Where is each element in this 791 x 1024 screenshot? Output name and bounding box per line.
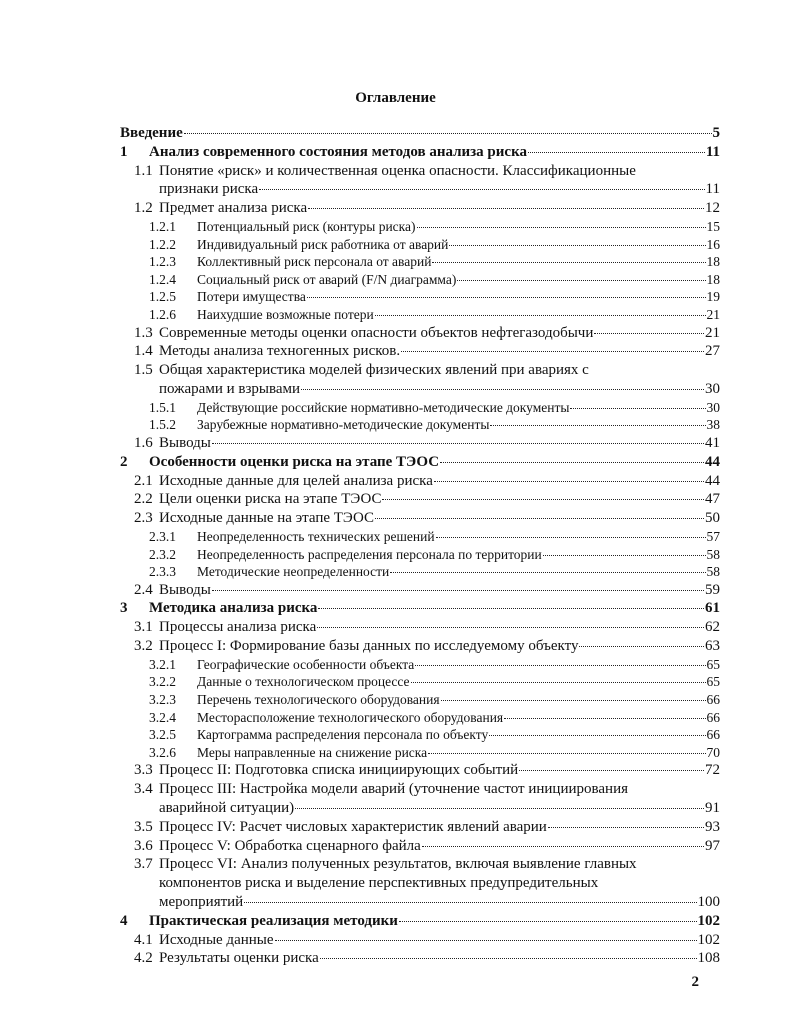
toc-entry-number: 3.2.3	[149, 692, 176, 708]
toc-entry[interactable]	[120, 837, 720, 856]
toc-entry-number: 1.2.1	[149, 218, 176, 234]
toc-entry-title: мероприятий	[159, 894, 244, 911]
toc-entry[interactable]	[120, 563, 720, 581]
toc-entry-page: 65	[706, 656, 720, 672]
dot-leader	[382, 499, 704, 500]
dot-leader	[295, 808, 704, 809]
toc-entry[interactable]	[120, 949, 720, 968]
toc-entry[interactable]	[120, 361, 720, 399]
toc-entry-number: 2	[120, 453, 128, 470]
toc-entry[interactable]	[120, 472, 720, 491]
toc-entry-title: Индивидуальный риск работника от аварий	[197, 236, 449, 252]
toc-entry-title: Практическая реализация методики	[149, 912, 398, 929]
toc-entry-page: 59	[705, 581, 720, 598]
dot-leader	[307, 297, 706, 298]
toc-entry-title: Неопределенность распределения персонала по территории	[197, 546, 542, 562]
toc-entry-title: Социальный риск от аварий (F/N диаграмма)	[197, 271, 457, 287]
dot-leader	[308, 208, 704, 209]
toc-entry-title: Методические неопределенности	[197, 564, 390, 580]
toc-entry-number: 2.3.2	[149, 546, 176, 562]
toc-entry-title: Выводы	[159, 434, 211, 451]
toc-entry-number: 1.2.3	[149, 254, 176, 270]
toc-entry-title: признаки риска	[159, 181, 259, 198]
toc-entry[interactable]	[120, 726, 720, 744]
toc-entry-title: аварийной ситуации)	[159, 800, 295, 817]
toc-entry-number: 1	[120, 143, 128, 160]
toc-entry[interactable]	[120, 618, 720, 637]
dot-leader	[579, 646, 704, 647]
dot-leader	[212, 443, 704, 444]
toc-entry-title: Предмет анализа риска	[159, 200, 308, 217]
dot-leader	[489, 735, 705, 736]
toc-entry-page: 57	[706, 528, 720, 544]
toc-entry-page: 30	[706, 399, 720, 415]
toc-entry[interactable]	[120, 399, 720, 417]
dot-leader	[301, 389, 704, 390]
dot-leader	[519, 770, 704, 771]
toc-entry[interactable]	[120, 199, 720, 218]
toc-entry-number: 1.2	[134, 200, 153, 217]
toc-entry[interactable]	[120, 931, 720, 950]
toc-entry-number: 3.2.4	[149, 709, 176, 725]
toc-entry-title: компонентов риска и выделение перспективных предупредительных	[159, 875, 599, 892]
dot-leader	[275, 940, 697, 941]
toc-entry-title: Исходные данные для целей анализа риска	[159, 472, 433, 489]
toc-entry-title: Общая характеристика моделей физических явлений при авариях с	[159, 362, 589, 379]
toc-entry-page: 11	[705, 143, 720, 160]
dot-leader	[318, 608, 704, 609]
dot-leader	[449, 245, 705, 246]
toc-entry-number: 3.2.6	[149, 744, 176, 760]
toc-entry-number: 3.7	[134, 856, 153, 873]
toc-entry[interactable]	[120, 818, 720, 837]
toc-entry-title: Процесс VI: Анализ полученных результатов, включая выявление главных	[159, 856, 637, 873]
toc-entry-page: 12	[705, 200, 720, 217]
toc-entry-number: 3.2.1	[149, 656, 176, 672]
dot-leader	[320, 958, 697, 959]
toc-entry[interactable]	[120, 528, 720, 546]
toc-entry[interactable]	[120, 253, 720, 271]
dot-leader	[399, 921, 697, 922]
toc-entry[interactable]	[120, 236, 720, 254]
toc-entry-number: 1.2.6	[149, 306, 176, 322]
toc-entry-page: 21	[706, 306, 720, 322]
toc-entry[interactable]	[120, 416, 720, 434]
toc-entry[interactable]	[120, 780, 720, 818]
toc-entry-page: 11	[705, 181, 720, 198]
toc-entry-page: 58	[706, 546, 720, 562]
toc-entry-title: Цели оценки риска на этапе ТЭОС	[159, 491, 382, 508]
dot-leader	[441, 700, 706, 701]
toc-entry-page: 38	[706, 417, 720, 433]
toc-entry[interactable]	[120, 271, 720, 289]
toc-entry-title: Процессы анализа риска	[159, 619, 317, 636]
toc-entry[interactable]	[120, 581, 720, 600]
toc-entry-page: 50	[705, 510, 720, 527]
toc-entry[interactable]	[120, 599, 720, 618]
toc-entry-page: 21	[705, 324, 720, 341]
toc-entry-number: 3.2.5	[149, 727, 176, 743]
toc-entry-number: 3	[120, 600, 128, 617]
toc-entry-number: 3.2.2	[149, 674, 176, 690]
toc-entry-page: 15	[706, 218, 720, 234]
toc-entry-title: Результаты оценки риска	[159, 950, 319, 967]
toc-entry-title: Географические особенности объекта	[197, 656, 415, 672]
toc-entry-title: Исходные данные	[159, 931, 274, 948]
toc-entry[interactable]	[120, 855, 720, 911]
toc-entry-number: 1.3	[134, 324, 153, 341]
toc-entry[interactable]	[120, 453, 720, 472]
toc-entry-title: Выводы	[159, 581, 211, 598]
toc-entry-number: 1.5.2	[149, 417, 176, 433]
toc-entry-title: Современные методы оценки опасности объектов нефтегазодобычи	[159, 324, 594, 341]
dot-leader	[528, 152, 705, 153]
toc-entry-number: 2.2	[134, 491, 153, 508]
dot-leader	[548, 827, 704, 828]
toc-entry[interactable]	[120, 509, 720, 528]
toc-entry[interactable]	[120, 656, 720, 674]
toc-entry-page: 62	[705, 619, 720, 636]
toc-entry-page: 58	[706, 564, 720, 580]
toc-entry-title: Действующие российские нормативно-методические документы	[197, 399, 570, 415]
toc-entry-number: 2.3	[134, 510, 153, 527]
toc-entry-page: 97	[705, 837, 720, 854]
toc-entry-title: Неопределенность технических решений	[197, 528, 435, 544]
toc-entry-number: 1.5.1	[149, 399, 176, 415]
toc-entry[interactable]	[120, 143, 720, 162]
toc-entry[interactable]	[120, 490, 720, 509]
toc-entry-page: 102	[697, 931, 720, 948]
table-of-contents	[120, 124, 720, 968]
toc-entry-number: 3.6	[134, 837, 153, 854]
toc-entry[interactable]	[120, 306, 720, 324]
toc-entry[interactable]	[120, 434, 720, 453]
toc-entry-number: 3.2	[134, 638, 153, 655]
dot-leader	[422, 846, 704, 847]
toc-entry[interactable]	[120, 342, 720, 361]
toc-entry-page: 91	[705, 800, 720, 817]
dot-leader	[504, 718, 705, 719]
toc-entry-page: 108	[697, 950, 720, 967]
dot-leader	[244, 902, 696, 903]
dot-leader	[490, 425, 705, 426]
toc-entry-title: Процесс I: Формирование базы данных по исследуемому объекту	[159, 638, 579, 655]
toc-entry[interactable]	[120, 912, 720, 931]
toc-entry-title: Наихудшие возможные потери	[197, 306, 374, 322]
toc-entry[interactable]	[120, 218, 720, 236]
dot-leader	[594, 333, 704, 334]
toc-entry-title: Месторасположение технологического оборудования	[197, 709, 504, 725]
toc-entry-page: 70	[706, 744, 720, 760]
toc-entry-title: Перечень технологического оборудования	[197, 692, 440, 708]
toc-entry-number: 3.4	[134, 781, 153, 798]
toc-entry[interactable]	[120, 162, 720, 200]
toc-entry-number: 2.3.1	[149, 528, 176, 544]
toc-entry-number: 1.2.2	[149, 236, 176, 252]
dot-leader	[543, 555, 706, 556]
toc-entry-title: Коллективный риск персонала от аварий	[197, 254, 432, 270]
toc-entry-number: 3.5	[134, 818, 153, 835]
toc-entry-number: 4	[120, 912, 128, 929]
dot-leader	[375, 518, 704, 519]
toc-entry-title: Исходные данные на этапе ТЭОС	[159, 510, 375, 527]
toc-entry-page: 41	[705, 434, 720, 451]
dot-leader	[415, 665, 705, 666]
toc-entry-title: Потери имущества	[197, 289, 306, 305]
dot-leader	[212, 590, 704, 591]
toc-entry[interactable]	[120, 761, 720, 780]
toc-entry-page: 27	[705, 343, 720, 360]
page-title: Оглавление	[355, 90, 436, 106]
toc-entry-title: Анализ современного состояния методов анализа риска	[149, 143, 527, 160]
toc-entry-page: 100	[697, 894, 720, 911]
dot-leader	[457, 280, 705, 281]
dot-leader	[375, 315, 706, 316]
toc-entry-number: 3.3	[134, 762, 153, 779]
toc-entry-page: 5	[712, 125, 720, 141]
toc-entry-number: 1.5	[134, 362, 153, 379]
toc-entry-number: 1.4	[134, 343, 153, 360]
dot-leader	[184, 133, 712, 134]
toc-entry-title: Методика анализа риска	[149, 600, 318, 617]
toc-entry-number: 2.1	[134, 472, 153, 489]
toc-entry-title: Меры направленные на снижение риска	[197, 744, 428, 760]
dot-leader	[436, 537, 706, 538]
toc-entry-page: 44	[705, 453, 720, 470]
dot-leader	[428, 753, 705, 754]
toc-entry-title: Особенности оценки риска на этапе ТЭОС	[149, 453, 440, 470]
page-number: 2	[691, 974, 699, 990]
toc-entry[interactable]	[120, 288, 720, 306]
toc-entry-number: 2.3.3	[149, 564, 176, 580]
toc-entry-title: Методы анализа техногенных рисков.	[159, 343, 401, 360]
toc-entry[interactable]	[120, 637, 720, 656]
toc-entry-page: 66	[706, 727, 720, 743]
toc-entry-title: Данные о технологическом процессе	[197, 674, 410, 690]
toc-entry-title: пожарами и взрывами	[159, 380, 301, 397]
toc-entry-page: 66	[706, 692, 720, 708]
toc-entry[interactable]	[120, 546, 720, 564]
toc-entry-title: Понятие «риск» и количественная оценка опасности. Классификационные	[159, 162, 636, 179]
toc-entry-number: 3.1	[134, 619, 153, 636]
toc-entry-number: 1.2.5	[149, 289, 176, 305]
toc-entry-page: 72	[705, 762, 720, 779]
toc-entry-page: 66	[706, 709, 720, 725]
toc-entry-page: 44	[705, 472, 720, 489]
toc-entry-page: 18	[706, 254, 720, 270]
dot-leader	[317, 627, 704, 628]
toc-entry-page: 61	[705, 600, 720, 617]
toc-entry-title: Процесс II: Подготовка списка инициирующих событий	[159, 762, 519, 779]
dot-leader	[411, 682, 706, 683]
toc-entry-number: 1.6	[134, 434, 153, 451]
dot-leader	[390, 572, 705, 573]
toc-entry[interactable]	[120, 691, 720, 709]
toc-entry-page: 18	[706, 271, 720, 287]
toc-entry-number: 4.1	[134, 931, 153, 948]
toc-entry-page: 93	[705, 818, 720, 835]
toc-entry[interactable]	[120, 744, 720, 762]
toc-entry-page: 47	[705, 491, 720, 508]
toc-entry-page: 16	[706, 236, 720, 252]
toc-entry-title: Картограмма распределения персонала по объекту	[197, 727, 489, 743]
dot-leader	[432, 262, 705, 263]
dot-leader	[259, 189, 704, 190]
dot-leader	[570, 408, 705, 409]
toc-entry[interactable]	[120, 709, 720, 727]
toc-entry-title: Зарубежные нормативно-методические документы	[197, 417, 490, 433]
toc-entry-page: 63	[705, 638, 720, 655]
dot-leader	[440, 462, 704, 463]
toc-entry-title: Введение	[120, 125, 183, 141]
toc-entry-number: 2.4	[134, 581, 153, 598]
dot-leader	[434, 481, 704, 482]
toc-entry-page: 102	[697, 912, 720, 929]
toc-entry-number: 1.1	[134, 162, 153, 179]
toc-entry-number: 4.2	[134, 950, 153, 967]
toc-entry[interactable]	[120, 324, 720, 343]
toc-entry-title: Потенциальный риск (контуры риска)	[197, 218, 416, 234]
toc-entry[interactable]	[120, 124, 720, 143]
toc-entry-title: Процесс III: Настройка модели аварий (уточнение частот инициирования	[159, 781, 628, 798]
toc-entry-number: 1.2.4	[149, 271, 176, 287]
toc-entry-title: Процесс IV: Расчет числовых характеристик явлений аварии	[159, 818, 547, 835]
dot-leader	[417, 227, 706, 228]
toc-entry-page: 30	[705, 380, 720, 397]
dot-leader	[401, 351, 704, 352]
toc-entry-title: Процесс V: Обработка сценарного файла	[159, 837, 421, 854]
toc-entry-page: 19	[706, 289, 720, 305]
toc-entry-page: 65	[706, 674, 720, 690]
toc-entry[interactable]	[120, 673, 720, 691]
